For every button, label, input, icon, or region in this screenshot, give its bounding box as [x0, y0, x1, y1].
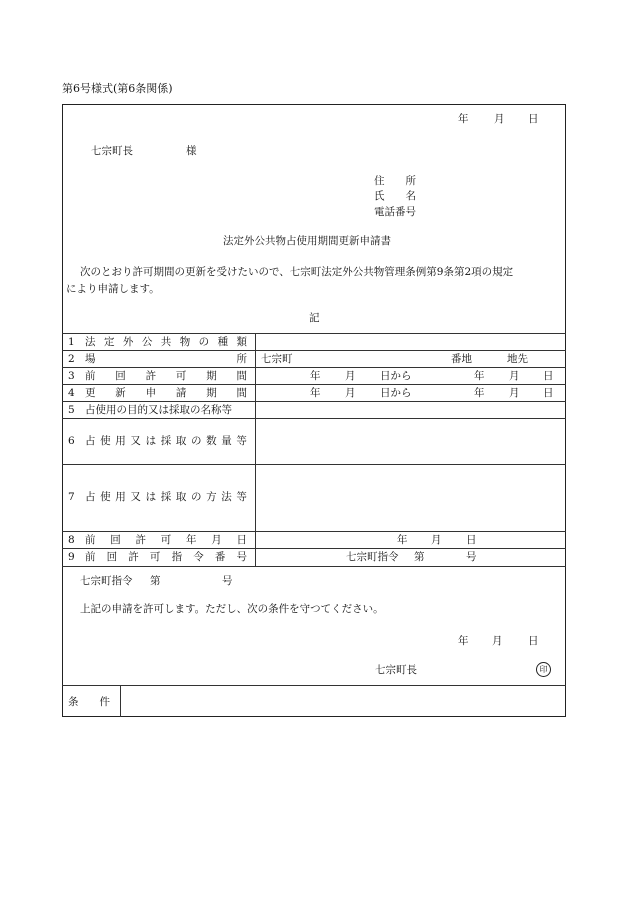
- permit-year: 年: [458, 635, 469, 647]
- row-3-day-end: 日: [543, 370, 554, 382]
- row-4-number: 4: [68, 387, 75, 399]
- row-7-label: 占 使 用 又 は 採 取 の 方 法 等: [85, 491, 247, 503]
- form-number-label: 第6号様式(第6条関係): [62, 82, 173, 95]
- applicant-phone-label: 電話番号: [374, 206, 416, 218]
- row-6-label: 占 使 用 又 は 採 取 の 数 量 等: [85, 435, 247, 447]
- row-3-year-end: 年: [474, 370, 485, 382]
- row-8-day: 日: [466, 534, 477, 546]
- intro-line-1: 次のとおり許可期間の更新を受けたいので、七宗町法定外公共物管理条例第9条第2項の規定: [80, 266, 514, 278]
- row-6-number: 6: [68, 435, 75, 447]
- row-4-month-end: 月: [509, 387, 520, 399]
- row-rule: [62, 367, 566, 368]
- row-7-number: 7: [68, 491, 75, 503]
- row-3-number: 3: [68, 370, 75, 382]
- document-title: 法定外公共物占使用期間更新申請書: [223, 235, 391, 247]
- row-9-dai: 第: [414, 551, 425, 563]
- conditions-top-rule: [62, 685, 566, 686]
- row-8-month: 月: [431, 534, 442, 546]
- table-column-divider: [255, 333, 256, 566]
- row-2-town: 七宗町: [261, 353, 293, 365]
- row-8-number: 8: [68, 534, 75, 546]
- row-rule: [62, 350, 566, 351]
- row-9-shirei: 七宗町指令: [346, 551, 399, 563]
- honorific: 様: [186, 145, 197, 157]
- row-4-year-end: 年: [474, 387, 485, 399]
- seal-mark: 印: [536, 662, 551, 677]
- row-9-number: 9: [68, 551, 75, 563]
- row-rule: [62, 401, 566, 402]
- row-rule: [62, 531, 566, 532]
- row-rule: [62, 548, 566, 549]
- row-rule: [62, 384, 566, 385]
- row-4-year: 年: [310, 387, 321, 399]
- row-5-label: 占使用の目的又は採取の名称等: [85, 404, 232, 416]
- row-2-label: 場 所: [85, 353, 247, 365]
- row-rule: [62, 418, 566, 419]
- header-year: 年: [458, 113, 469, 125]
- table-bottom-rule: [62, 566, 566, 567]
- row-3-month: 月: [345, 370, 356, 382]
- row-4-month: 月: [345, 387, 356, 399]
- row-4-day-end: 日: [543, 387, 554, 399]
- permit-day: 日: [528, 635, 539, 647]
- row-5-number: 5: [68, 404, 75, 416]
- row-4-from: 日から: [380, 387, 412, 399]
- row-rule: [62, 464, 566, 465]
- intro-line-2: により申請します。: [66, 283, 160, 295]
- row-1-number: 1: [68, 336, 75, 348]
- permit-dai: 第: [150, 575, 161, 587]
- conditions-divider: [120, 685, 121, 717]
- row-3-label: 前 回 許 可 期 間: [85, 370, 247, 382]
- row-1-label: 法 定 外 公 共 物 の 種 類: [85, 336, 247, 348]
- conditions-label: 条 件: [68, 696, 110, 708]
- permit-month: 月: [492, 635, 503, 647]
- row-8-label: 前 回 許 可 年 月 日: [85, 534, 247, 546]
- row-3-year: 年: [310, 370, 321, 382]
- permit-text: 上記の申請を許可します。ただし、次の条件を守つてください。: [80, 603, 384, 615]
- addressee: 七宗町長: [91, 145, 133, 157]
- row-3-month-end: 月: [509, 370, 520, 382]
- permit-shirei: 七宗町指令: [80, 575, 133, 587]
- row-3-from: 日から: [380, 370, 412, 382]
- header-day: 日: [528, 113, 539, 125]
- header-month: 月: [494, 113, 505, 125]
- applicant-name-label: 氏 名: [374, 190, 416, 202]
- row-2-number: 2: [68, 353, 75, 365]
- applicant-address-label: 住 所: [374, 175, 416, 187]
- row-8-year: 年: [397, 534, 408, 546]
- ki-label: 記: [309, 312, 320, 324]
- permit-go: 号: [222, 575, 233, 587]
- row-2-banchi: 番地: [451, 353, 472, 365]
- row-4-label: 更 新 申 請 期 間: [85, 387, 247, 399]
- row-9-go: 号: [466, 551, 477, 563]
- permit-mayor: 七宗町長: [375, 664, 417, 676]
- table-top-rule: [62, 333, 566, 334]
- row-9-label: 前 回 許 可 指 令 番 号: [85, 551, 247, 563]
- row-2-chisaki: 地先: [507, 353, 528, 365]
